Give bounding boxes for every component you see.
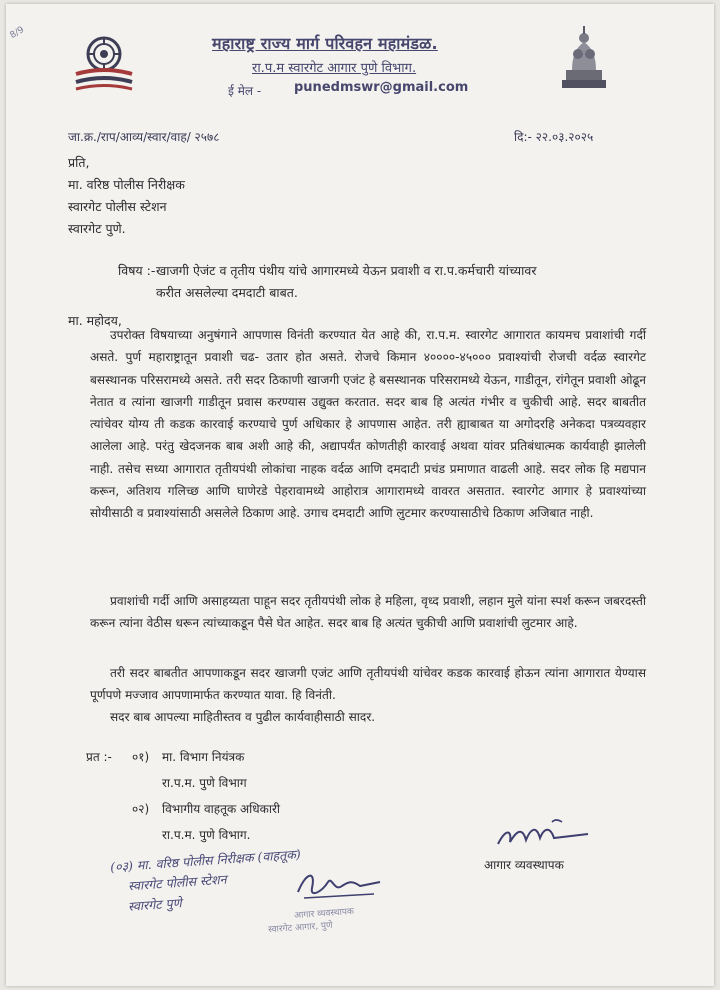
subject-line-1: खाजगी ऐजंट व तृतीय पंथीय यांचे आगारमध्ये येऊन प्रवाशी व रा.प.कर्मचारी यांच्यावर [156, 263, 537, 278]
stamp-line-2: स्वारगेट आगार, पुणे [267, 920, 333, 936]
salutation: मा. महोदय, [68, 313, 122, 328]
body-paragraph-2: प्रवाशांची गर्दी आणि असाहय्यता पाहून सदर तृतीयपंथी लोक हे महिला, वृध्द प्रवाशी, लहान मुले यांना स्पर्श करून जबरदस्ती करून त्यांना वेठीस धरून त्यांच्याकडून पैसे घेत आहेत. सदर बाब हि अत्यंत चुकीची आणि प्रवाशांची लुटमार आहे. [90, 594, 646, 631]
letter-date: दि:- २२.०३.२०२५ [514, 130, 594, 144]
email-address: punedmswr@gmail.com [294, 80, 469, 95]
handwritten-copy-line-1: (०३) मा. वरिष्ठ पोलीस निरीक्षक (वाहतूक) [109, 846, 302, 875]
letter-page [6, 4, 714, 986]
addressee-prefix: प्रति, [68, 155, 90, 170]
handwritten-copy-line-2: स्वारगेट पोलीस स्टेशन [127, 871, 227, 894]
subject-line-2: करीत असलेल्या दमदाटी बाबत. [156, 285, 298, 300]
addressee-line-2: स्वारगेट पोलीस स्टेशन [68, 199, 167, 214]
reference-number: जा.क्र./राप/आव्य/स्वार/वाह/ २५७८ [68, 130, 220, 144]
addressee-line-1: मा. वरिष्ठ पोलीस निरीक्षक [68, 177, 185, 192]
handwritten-signature [294, 862, 384, 906]
copies-label: प्रत :- [86, 750, 112, 764]
addressee-line-3: स्वारगेट पुणे. [68, 221, 126, 236]
depot-name: रा.प.म स्वारगेट आगार पुणे विभाग. [252, 61, 417, 76]
copy-1-number: ०१) [132, 750, 150, 764]
body-paragraph-3: तरी सदर बाबतीत आपणाकडून सदर खाजगी एजंट आणि तृतीयपंथी यांचेवर कडक कारवाई होऊन त्यांना आगारात येण्यास पूर्णपणे मज्जाव आपणामार्फत करण्यात यावा. हि विनंती. [90, 666, 646, 703]
officer-signature [492, 816, 592, 856]
copy-1-line-1: मा. विभाग नियंत्रक [162, 750, 245, 764]
organization-name: महाराष्ट्र राज्य मार्ग परिवहन महामंडळ. [212, 34, 438, 53]
state-emblem [556, 24, 612, 96]
msrtc-logo [72, 32, 136, 92]
corner-mark: 8/9 [8, 25, 27, 41]
handwritten-copy-line-3: स्वारगेट पुणे [127, 895, 183, 914]
copy-1-line-2: रा.प.म. पुणे विभाग [162, 776, 247, 790]
signatory-title: आगार व्यवस्थापक [484, 858, 564, 872]
body-paragraph-4: सदर बाब आपल्या माहितीस्तव व पुढील कार्यवाहीसाठी सादर. [110, 710, 376, 724]
stamp-line-1: आगार व्यवस्थापक [293, 906, 355, 922]
copy-2-line-2: रा.प.म. पुणे विभाग. [162, 828, 251, 842]
subject-label: विषय :- [118, 263, 156, 278]
copy-2-line-1: विभागीय वाहतूक अधिकारी [162, 802, 280, 816]
body-paragraph-1: उपरोक्त विषयाच्या अनुषंगाने आपणास विनंती करण्यात येत आहे की, रा.प.म. स्वारगेट आगारात कायमच प्रवाशांची गर्दी असते. पुर्ण महाराष्ट्रातून प्रवाशी चढ- उतार होत असते. रोजचे किमान ४००००-४५००० प्रवाश्यांची रोजची वर्दळ स्वारगेट बसस्थानक परिसरामध्ये असते. तरी सदर ठिकाणी खाजगी एजंट हे बसस्थानक परिसरामध्ये येऊन, गाडीतून, रांगेतून प्रवाशी ओढून नेतात व त्यांना खाजगी गाडीतून प्रवास करण्यास उद्युक्त करतात. सदर बाब हि अत्यंत गंभीर व चुकीची आहे. सदर बाबतीत त्यांचेवर योग्य ती कडक कारवाई करण्याचे पुर्ण अधिकार हे आपणास आहेत. तरी ह्याबाबत या अगोदरहि अनेकदा पत्रव्यवहार आलेला आहे. परंतु खेदजनक बाब अशी आहे की, अद्यापर्यंत कोणतीही कारवाई अथवा यांवर प्रतिबंधात्मक कार्यवाही झालेली नाही. तसेच सध्या आगारात तृतीयपंथी लोकांचा नाहक वर्दळ आणि दमदाटी प्रचंड प्रमाणात वाढली आहे. सदर लोक हि मद्यपान करून, अतिशय गलिच्छ आणि घाणेरडे पेहरावामध्ये आहोरात्र आगारामध्ये वावरत असतात. स्वारगेट आगार हे प्रवाश्यांच्या सोयीसाठी व प्रवाश्यांसाठी असलेले ठिकाण आहे. उगाच दमदाटी आणि लुटमार करण्यासाठीचे ठिकाण अजिबात नाही. [90, 328, 646, 521]
copy-2-number: ०२) [132, 802, 150, 816]
email-label: ई मेल - [228, 84, 262, 98]
